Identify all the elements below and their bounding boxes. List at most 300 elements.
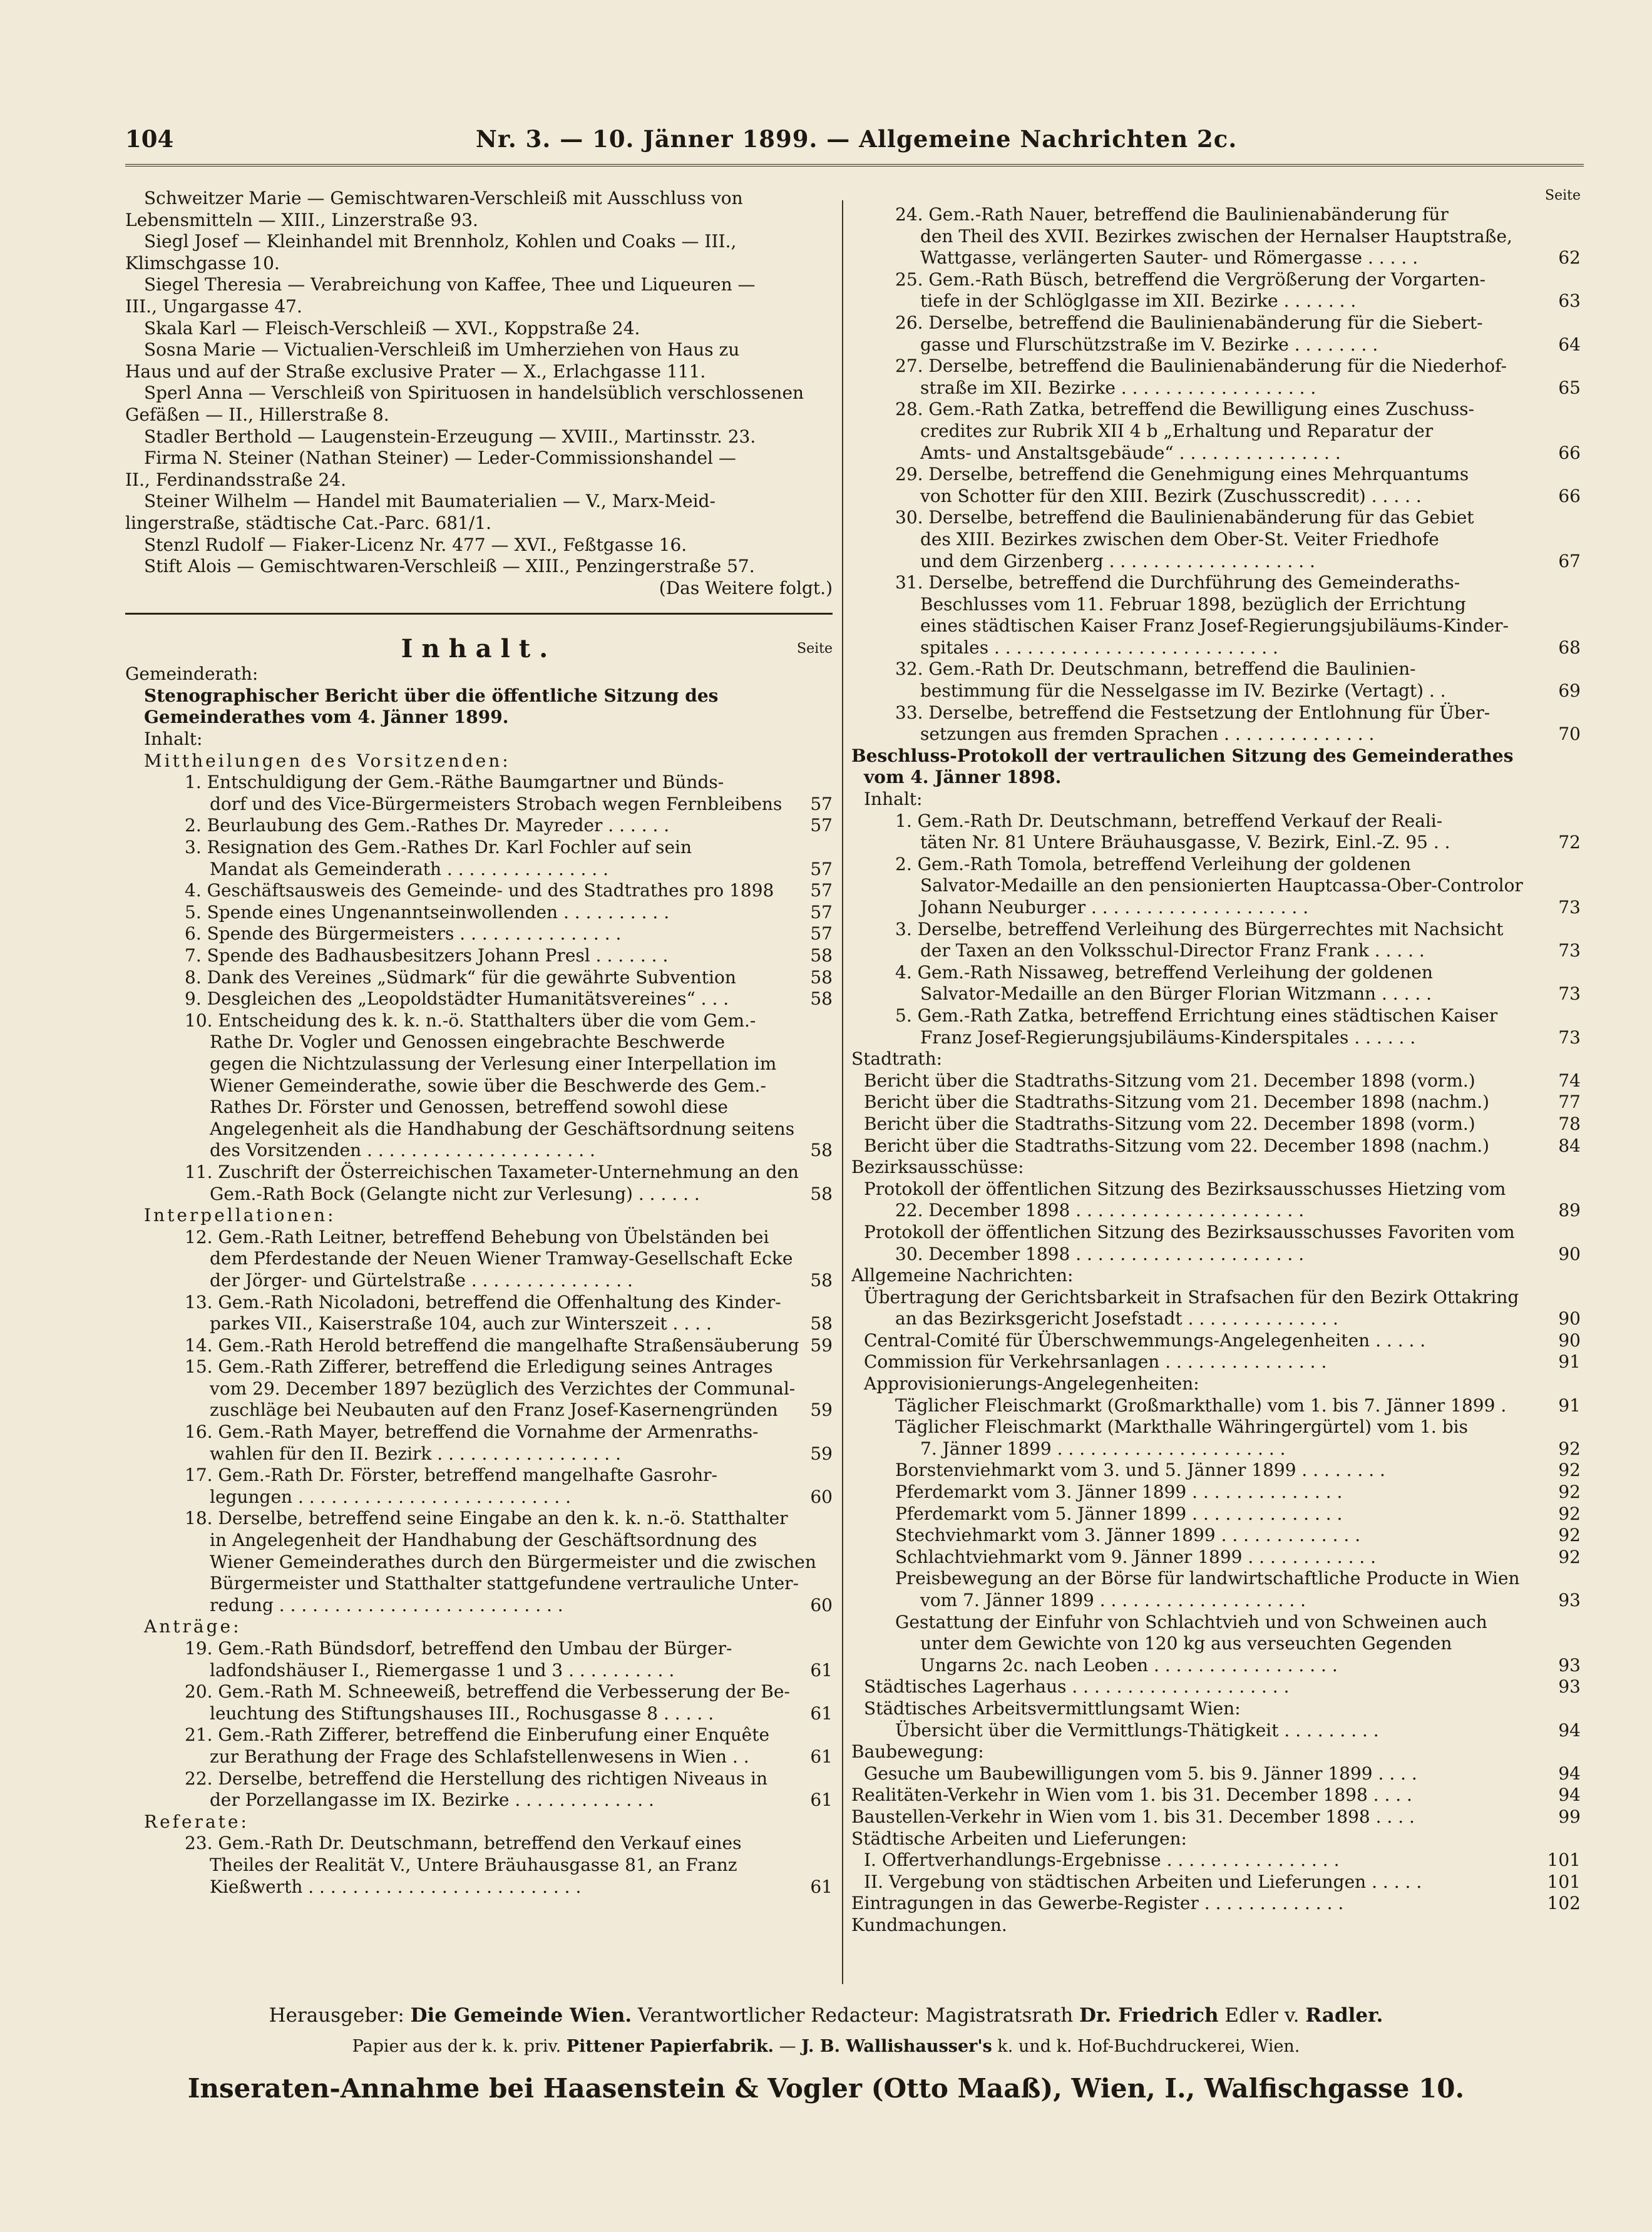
text-line bbox=[851, 1460, 1581, 1482]
page-ref: 59 bbox=[806, 1335, 833, 1357]
page-ref: 57 bbox=[806, 859, 833, 881]
line-text: Referate: bbox=[144, 1811, 249, 1832]
line-text: 25. Gem.-Rath Büsch, betreffend die Vergrößerung der Vorgarten- bbox=[895, 269, 1486, 290]
line-text: II. Vergebung von städtischen Arbeiten und Lieferungen . . . . . bbox=[864, 1871, 1422, 1892]
page-ref: 57 bbox=[806, 880, 833, 902]
text-line bbox=[125, 1768, 833, 1790]
page-ref: 93 bbox=[1554, 1655, 1581, 1677]
line-text: 11. Zuschrift der Österreichischen Taxameter-Unternehmung an den bbox=[185, 1161, 799, 1182]
page-ref: 58 bbox=[806, 988, 833, 1010]
text-line bbox=[851, 962, 1581, 984]
text-line bbox=[125, 1660, 833, 1682]
line-text: 4. Gem.-Rath Nissaweg, betreffend Verleihung der goldenen bbox=[895, 961, 1433, 983]
line-text: redung . . . . . . . . . . . . . . . . . . . . . . . . . . bbox=[210, 1594, 563, 1615]
toc-right bbox=[851, 204, 1581, 1937]
text-line bbox=[851, 1482, 1581, 1503]
text-line bbox=[125, 1789, 833, 1811]
line-text: Preisbewegung an der Börse für landwirtschaftliche Producte in Wien bbox=[895, 1568, 1520, 1589]
line-text: Stift Alois — Gemischtwaren-Verschleiß — XIII., Penzingerstraße 57. bbox=[144, 556, 755, 577]
page-ref: 93 bbox=[1554, 1590, 1581, 1612]
text-line bbox=[125, 1356, 833, 1378]
text-line bbox=[125, 815, 833, 837]
printer-name: J. B. Wallishausser's bbox=[801, 2037, 992, 2056]
publisher-name: Die Gemeinde Wien. bbox=[410, 2004, 632, 2027]
text-line bbox=[851, 745, 1581, 767]
text-line bbox=[125, 339, 833, 361]
line-text: ladfondshäuser I., Riemergasse 1 und 3 . . . . . . . . . . bbox=[210, 1659, 675, 1681]
text-line bbox=[125, 404, 833, 426]
line-text: Stadtrath: bbox=[851, 1048, 943, 1070]
text-line bbox=[851, 1633, 1581, 1655]
text-line bbox=[851, 875, 1581, 897]
text-line bbox=[125, 1313, 833, 1335]
line-text: Theiles der Realität V., Untere Bräuhausgasse 81, an Franz bbox=[210, 1854, 737, 1875]
text-line bbox=[125, 1465, 833, 1487]
section-separator bbox=[125, 613, 833, 617]
text-line bbox=[125, 1746, 833, 1768]
text-line bbox=[125, 253, 833, 275]
text-line bbox=[851, 1655, 1581, 1677]
column-divider bbox=[842, 200, 843, 1984]
line-text: 14. Gem.-Rath Herold betreffend die mangelhafte Straßensäuberung bbox=[185, 1334, 799, 1356]
line-text: gegen die Nichtzulassung der Verlesung einer Interpellation im bbox=[210, 1053, 777, 1074]
line-text: 17. Gem.-Rath Dr. Förster, betreffend mangelhafte Gasrohr- bbox=[185, 1465, 717, 1486]
line-text: 31. Derselbe, betreffend die Durchführung des Gemeinderaths- bbox=[895, 572, 1460, 593]
line-text: Amts- und Anstaltsgebäude“ . . . . . . . . . . . . . . . bbox=[920, 442, 1341, 463]
line-text: lingerstraße, städtische Cat.-Parc. 681/1. bbox=[125, 512, 492, 533]
text-line bbox=[851, 1720, 1581, 1742]
line-text: 33. Derselbe, betreffend die Festsetzung der Entlohnung für Über- bbox=[895, 702, 1490, 723]
left-column bbox=[125, 188, 833, 1898]
line-text: 3. Derselbe, betreffend Verleihung des Bürgerrechtes mit Nachsicht bbox=[895, 918, 1504, 939]
page-ref: 92 bbox=[1554, 1482, 1581, 1503]
page-ref: 93 bbox=[1554, 1676, 1581, 1698]
page-ref: 92 bbox=[1554, 1525, 1581, 1547]
text-line bbox=[851, 1915, 1581, 1937]
advertising-notice: Inseraten-Annahme bei Haasenstein & Vogler (Otto Maaß), Wien, I., Walfischgasse 10. bbox=[187, 2073, 1465, 2104]
text-line bbox=[125, 1010, 833, 1032]
text-line bbox=[125, 1724, 833, 1746]
line-text: Firma N. Steiner (Nathan Steiner) — Leder-Commissionshandel — bbox=[144, 448, 736, 469]
text-line bbox=[125, 274, 833, 296]
line-text: Täglicher Fleischmarkt (Großmarkthalle) vom 1. bis 7. Jänner 1899 . bbox=[895, 1395, 1507, 1416]
text-line bbox=[851, 312, 1581, 334]
text-line bbox=[125, 1855, 833, 1876]
text-line bbox=[125, 1378, 833, 1400]
text-line bbox=[125, 188, 833, 210]
page-ref: 69 bbox=[1554, 680, 1581, 702]
text-line bbox=[851, 919, 1581, 941]
line-text: 7. Spende des Badhausbesitzers Johann Presl . . . . . . . bbox=[185, 945, 669, 966]
text-line bbox=[851, 1893, 1581, 1915]
editor-title: Edler v. bbox=[1218, 2004, 1306, 2027]
line-text: Baustellen-Verkehr in Wien vom 1. bis 31. December 1898 . . . . bbox=[851, 1806, 1415, 1827]
text-line bbox=[851, 443, 1581, 464]
text-line bbox=[125, 1119, 833, 1140]
line-text: I. Offertverhandlungs-Ergebnisse . . . . . . . . . . . . . . . . bbox=[864, 1850, 1340, 1871]
line-text: tiefe in der Schlöglgasse im XII. Bezirke . . . . . . . bbox=[920, 290, 1357, 312]
line-text: Beschlusses vom 11. Februar 1898, bezüglich der Errichtung bbox=[920, 593, 1466, 615]
page-ref: 58 bbox=[806, 1270, 833, 1292]
page-ref: 90 bbox=[1554, 1330, 1581, 1352]
line-text: an das Bezirksgericht Josefstadt . . . . . . . . . . . . . . bbox=[895, 1308, 1338, 1329]
page-ref: 58 bbox=[806, 967, 833, 989]
text-line bbox=[125, 1703, 833, 1725]
line-text: credites zur Rubrik XII 4 b „Erhaltung und Reparatur der bbox=[920, 420, 1434, 441]
running-title: Nr. 3. — 10. Jänner 1899. — Allgemeine Nachrichten 2c. bbox=[476, 125, 1238, 153]
text-line bbox=[851, 1113, 1581, 1135]
text-line bbox=[851, 658, 1581, 680]
line-text: Rathes Dr. Förster und Genossen, betreffend sowohl diese bbox=[210, 1097, 728, 1118]
line-text: Täglicher Fleischmarkt (Markthalle Währingergürtel) vom 1. bis bbox=[895, 1416, 1468, 1438]
line-text: 28. Gem.-Rath Zatka, betreffend die Bewilligung eines Zuschuss- bbox=[895, 399, 1475, 420]
line-text: Protokoll der öffentlichen Sitzung des Bezirksausschusses Hietzing vom bbox=[864, 1178, 1506, 1199]
line-text: 19. Gem.-Rath Bündsdorf, betreffend den Umbau der Bürger- bbox=[185, 1638, 732, 1659]
line-text: 8. Dank des Vereines „Südmark“ für die gewährte Subvention bbox=[185, 966, 736, 988]
page-number: 104 bbox=[125, 125, 174, 153]
line-text: 1. Gem.-Rath Dr. Deutschmann, betreffend Verkauf der Reali- bbox=[895, 810, 1443, 831]
text-line bbox=[851, 1092, 1581, 1113]
line-text: 12. Gem.-Rath Leitner, betreffend Behebung von Übelständen bei bbox=[185, 1226, 769, 1247]
text-line bbox=[851, 767, 1581, 789]
page-ref: 57 bbox=[806, 902, 833, 924]
page-ref: 70 bbox=[1554, 724, 1581, 745]
line-text: 7. Jänner 1899 . . . . . . . . . . . . . . . . . . . . . bbox=[920, 1438, 1286, 1459]
line-text: Schlachtviehmarkt vom 9. Jänner 1899 . . . . . . . . . . . . bbox=[895, 1546, 1377, 1567]
line-text: Klimschgasse 10. bbox=[125, 252, 280, 274]
text-line bbox=[125, 382, 833, 404]
line-text: 6. Spende des Bürgermeisters . . . . . . . . . . . . . . . bbox=[185, 923, 622, 945]
text-line bbox=[851, 615, 1581, 637]
text-line bbox=[125, 988, 833, 1010]
line-text: des Vorsitzenden . . . . . . . . . . . . . . . . . . . . . bbox=[210, 1140, 595, 1161]
line-text: Gestattung der Einfuhr von Schlachtvieh und von Schweinen auch bbox=[895, 1611, 1487, 1632]
line-text: Gemeinderathes vom 4. Jänner 1899. bbox=[144, 707, 509, 728]
page-ref: 84 bbox=[1554, 1135, 1581, 1157]
line-text: und dem Girzenberg . . . . . . . . . . . . . . . . . . . bbox=[920, 550, 1315, 571]
text-line bbox=[125, 837, 833, 859]
page-ref: 90 bbox=[1554, 1308, 1581, 1330]
text-line bbox=[125, 880, 833, 902]
line-text: III., Ungargasse 47. bbox=[125, 295, 302, 317]
page-ref: 99 bbox=[1554, 1806, 1581, 1828]
line-text: täten Nr. 81 Untere Bräuhausgasse, V. Bezirk, Einl.-Z. 95 . . bbox=[920, 832, 1450, 853]
text-line bbox=[851, 1416, 1581, 1438]
page-ref: 58 bbox=[806, 1313, 833, 1335]
text-line bbox=[851, 1698, 1581, 1720]
page-ref: 59 bbox=[806, 1400, 833, 1421]
text-line bbox=[851, 572, 1581, 594]
text-line bbox=[125, 1616, 833, 1638]
text-line bbox=[851, 680, 1581, 702]
text-line bbox=[851, 1373, 1581, 1395]
page-ref: 61 bbox=[806, 1876, 833, 1898]
text-line bbox=[125, 707, 833, 729]
text-line bbox=[851, 832, 1581, 854]
line-text: Siegl Josef — Kleinhandel mit Brennholz, Kohlen und Coaks — III., bbox=[144, 231, 737, 252]
text-line bbox=[125, 426, 833, 448]
line-text: Skala Karl — Fleisch-Verschleiß — XVI., Koppstraße 24. bbox=[144, 317, 640, 339]
page-ref: 58 bbox=[806, 945, 833, 967]
line-text: Anträge: bbox=[144, 1616, 242, 1637]
page-ref: 68 bbox=[1554, 637, 1581, 659]
line-text: 16. Gem.-Rath Mayer, betreffend die Vornahme der Armenraths- bbox=[185, 1421, 759, 1443]
line-text: Protokoll der öffentlichen Sitzung des Bezirksausschusses Favoriten vom bbox=[864, 1221, 1515, 1242]
line-text: spitales . . . . . . . . . . . . . . . . . . . . . . . . . . bbox=[920, 637, 1278, 658]
line-text: 20. Gem.-Rath M. Schneeweiß, betreffend die Verbesserung der Be- bbox=[185, 1681, 790, 1702]
page-ref: 66 bbox=[1554, 443, 1581, 464]
line-text: 24. Gem.-Rath Nauer, betreffend die Baulinienabänderung für bbox=[895, 204, 1449, 225]
text-line bbox=[125, 1097, 833, 1119]
text-line bbox=[125, 1184, 833, 1206]
text-line bbox=[125, 750, 833, 772]
text-line bbox=[851, 486, 1581, 508]
line-text: leuchtung des Stiftungshauses III., Rochusgasse 8 . . . . . bbox=[210, 1702, 714, 1724]
page-ref: 91 bbox=[1554, 1351, 1581, 1373]
right-column bbox=[851, 188, 1581, 1937]
page-ref: 62 bbox=[1554, 247, 1581, 269]
line-text: Wiener Gemeinderathes durch den Bürgermeister und die zwischen bbox=[210, 1551, 816, 1572]
paper-label: Papier aus der k. k. priv. bbox=[352, 2037, 567, 2056]
line-text: den Theil des XVII. Bezirkes zwischen der Hernalser Hauptstraße, bbox=[920, 225, 1512, 247]
line-text: Inhalt: bbox=[864, 789, 923, 810]
text-line bbox=[851, 1070, 1581, 1092]
editor-firstname: Dr. Friedrich bbox=[1079, 2004, 1219, 2027]
page-ref: 61 bbox=[806, 1660, 833, 1682]
text-line bbox=[125, 1075, 833, 1097]
page-ref: 73 bbox=[1554, 940, 1581, 962]
line-text: Interpellationen: bbox=[144, 1205, 336, 1226]
line-text: Central-Comité für Überschwemmungs-Angelegenheiten . . . . . bbox=[864, 1329, 1426, 1351]
text-line bbox=[125, 1205, 833, 1227]
line-text: Übersicht über die Vermittlungs-Thätigkeit . . . . . . . . . bbox=[895, 1719, 1379, 1741]
toc-left bbox=[125, 663, 833, 1898]
line-text: 1. Entschuldigung der Gem.-Räthe Baumgartner und Bünds- bbox=[185, 772, 724, 793]
text-line bbox=[125, 1530, 833, 1552]
page-ref: 78 bbox=[1554, 1113, 1581, 1135]
text-line bbox=[125, 1811, 833, 1833]
line-text: 21. Gem.-Rath Zifferer, betreffend die Einberufung einer Enquête bbox=[185, 1724, 770, 1746]
imprint-publisher bbox=[0, 2000, 1652, 2031]
page-ref: 61 bbox=[806, 1703, 833, 1725]
text-line bbox=[125, 1270, 833, 1292]
text-line bbox=[125, 491, 833, 513]
text-line bbox=[851, 811, 1581, 832]
page-ref: 102 bbox=[1544, 1893, 1581, 1915]
text-line bbox=[125, 1032, 833, 1053]
line-text: Bericht über die Stadtraths-Sitzung vom 21. December 1898 (nachm.) bbox=[864, 1092, 1490, 1113]
text-line bbox=[851, 356, 1581, 377]
text-line bbox=[125, 859, 833, 881]
line-text: Mittheilungen des Vorsitzenden: bbox=[144, 750, 511, 771]
line-text: 3. Resignation des Gem.-Rathes Dr. Karl Fochler auf sein bbox=[185, 837, 692, 858]
text-line bbox=[851, 1741, 1581, 1763]
text-line bbox=[851, 1027, 1581, 1049]
line-text: 4. Geschäftsausweis des Gemeinde- und des Stadtrathes pro 1898 bbox=[185, 880, 774, 901]
text-line bbox=[125, 794, 833, 816]
page-ref: 57 bbox=[806, 815, 833, 837]
line-text: parkes VII., Kaiserstraße 104, auch zur Winterszeit . . . . bbox=[210, 1313, 712, 1334]
text-line bbox=[851, 789, 1581, 811]
text-line bbox=[851, 637, 1581, 659]
text-line bbox=[125, 1335, 833, 1357]
line-text: der Taxen an den Volksschul-Director Franz Frank . . . . . bbox=[920, 940, 1425, 961]
text-line bbox=[851, 1135, 1581, 1157]
text-line bbox=[851, 1351, 1581, 1373]
line-text: Schweitzer Marie — Gemischtwaren-Verschleiß mit Ausschluss von bbox=[144, 188, 743, 208]
line-text: 18. Derselbe, betreffend seine Eingabe an den k. k. n.-ö. Statthalter bbox=[185, 1508, 788, 1529]
text-line bbox=[125, 1248, 833, 1270]
line-text: Stenographischer Bericht über die öffentliche Sitzung des bbox=[144, 685, 719, 706]
page-ref: 73 bbox=[1554, 983, 1581, 1005]
text-line bbox=[851, 551, 1581, 573]
text-line bbox=[125, 1292, 833, 1314]
text-line bbox=[125, 318, 833, 340]
text-line bbox=[851, 897, 1581, 919]
line-text: Mandat als Gemeinderath . . . . . . . . . . . . . . . bbox=[210, 858, 608, 879]
text-line bbox=[125, 1162, 833, 1184]
line-text: Stenzl Rudolf — Fiaker-Licenz Nr. 477 — XVI., Feßtgasse 16. bbox=[144, 534, 687, 555]
text-line bbox=[125, 469, 833, 491]
line-text: wahlen für den II. Bezirk . . . . . . . . . . . . . . . . . bbox=[210, 1443, 622, 1464]
page-ref: 101 bbox=[1544, 1871, 1581, 1893]
line-text: des XIII. Bezirkes zwischen dem Ober-St. Veiter Friedhofe bbox=[920, 528, 1439, 550]
line-text: Stadler Berthold — Laugenstein-Erzeugung — XVIII., Martinsstr. 23. bbox=[144, 426, 756, 447]
text-line bbox=[851, 1308, 1581, 1330]
page-ref: 57 bbox=[806, 923, 833, 945]
line-text: 9. Desgleichen des „Leopoldstädter Humanitätsvereines“ . . . bbox=[185, 988, 729, 1010]
page-ref: 92 bbox=[1554, 1547, 1581, 1569]
text-line bbox=[851, 1850, 1581, 1871]
line-text: legungen . . . . . . . . . . . . . . . . . . . . . . . . . bbox=[210, 1486, 572, 1507]
line-text: 26. Derselbe, betreffend die Baulinienabänderung für die Siebert- bbox=[895, 312, 1483, 333]
text-line bbox=[851, 1871, 1581, 1893]
line-text: Bericht über die Stadtraths-Sitzung vom 21. December 1898 (vorm.) bbox=[864, 1070, 1475, 1091]
line-text: Lebensmitteln — XIII., Linzerstraße 93. bbox=[125, 209, 478, 230]
text-line bbox=[851, 1503, 1581, 1525]
line-text: Angelegenheit als die Handhabung der Geschäftsordnung seitens bbox=[210, 1118, 795, 1139]
publisher-label: Herausgeber: bbox=[269, 2004, 411, 2027]
line-text: dem Pferdestande der Neuen Wiener Tramway-Gesellschaft Ecke bbox=[210, 1248, 793, 1269]
text-line bbox=[851, 1265, 1581, 1287]
business-register-list bbox=[125, 188, 833, 599]
text-line bbox=[851, 1330, 1581, 1352]
line-text: Baubewegung: bbox=[851, 1741, 984, 1763]
text-line bbox=[125, 578, 833, 600]
line-text: Salvator-Medaille an den Bürger Florian Witzmann . . . . . bbox=[920, 983, 1432, 1005]
text-line bbox=[125, 1876, 833, 1898]
text-line bbox=[125, 1487, 833, 1508]
imprint-printer bbox=[0, 2031, 1652, 2062]
text-line bbox=[851, 421, 1581, 443]
line-text: Approvisionierungs-Angelegenheiten: bbox=[864, 1373, 1199, 1395]
line-text: Allgemeine Nachrichten: bbox=[851, 1265, 1074, 1286]
line-text: Pferdemarkt vom 5. Jänner 1899 . . . . . . . . . . . . . . bbox=[895, 1503, 1343, 1524]
page-ref: 63 bbox=[1554, 290, 1581, 312]
page-ref: 72 bbox=[1554, 832, 1581, 854]
page-ref: 94 bbox=[1554, 1720, 1581, 1742]
printer-suffix: k. und k. Hof-Buchdruckerei, Wien. bbox=[992, 2037, 1300, 2056]
page-header bbox=[125, 125, 1584, 156]
text-line bbox=[851, 1525, 1581, 1547]
line-text: 23. Gem.-Rath Dr. Deutschmann, betreffend den Verkauf eines bbox=[185, 1833, 742, 1854]
text-line bbox=[851, 399, 1581, 421]
text-line bbox=[851, 1828, 1581, 1850]
text-line bbox=[851, 269, 1581, 291]
text-line bbox=[851, 226, 1581, 248]
page-ref: 64 bbox=[1554, 334, 1581, 356]
page-ref: 67 bbox=[1554, 551, 1581, 573]
text-line bbox=[125, 448, 833, 469]
line-text: zur Berathung der Frage des Schlafstellenwesens in Wien . . bbox=[210, 1746, 749, 1767]
text-line bbox=[125, 231, 833, 253]
line-text: Realitäten-Verkehr in Wien vom 1. bis 31. December 1898 . . . . bbox=[851, 1784, 1412, 1806]
page-ref: 90 bbox=[1554, 1244, 1581, 1266]
line-text: Commission für Verkehrsanlagen . . . . . . . . . . . . . . . bbox=[864, 1351, 1327, 1373]
dash: — bbox=[774, 2037, 802, 2056]
text-line bbox=[125, 945, 833, 967]
inhalt-title: Inhalt. bbox=[401, 634, 557, 664]
line-text: 30. Derselbe, betreffend die Baulinienabänderung für das Gebiet bbox=[895, 507, 1474, 528]
editor-label: Verantwortlicher Redacteur: Magistratsrath bbox=[632, 2004, 1080, 2027]
text-line bbox=[851, 1547, 1581, 1569]
page-ref: 59 bbox=[806, 1443, 833, 1465]
text-line bbox=[851, 377, 1581, 399]
line-text: Pferdemarkt vom 3. Jänner 1899 . . . . . . . . . . . . . . bbox=[895, 1482, 1343, 1503]
text-line bbox=[125, 729, 833, 750]
text-line bbox=[851, 1568, 1581, 1590]
text-line bbox=[125, 210, 833, 232]
text-line bbox=[851, 983, 1581, 1005]
text-line bbox=[851, 702, 1581, 724]
page-ref: 61 bbox=[806, 1746, 833, 1768]
page-ref: 57 bbox=[806, 794, 833, 816]
page-ref: 73 bbox=[1554, 897, 1581, 919]
line-text: vom 4. Jänner 1898. bbox=[864, 767, 1062, 788]
inhalt-heading bbox=[125, 635, 833, 663]
text-line bbox=[125, 556, 833, 578]
line-text: Bericht über die Stadtraths-Sitzung vom 22. December 1898 (nachm.) bbox=[864, 1135, 1490, 1156]
line-text: Bericht über die Stadtraths-Sitzung vom 22. December 1898 (vorm.) bbox=[864, 1113, 1475, 1134]
line-text: der Jörger- und Gürtelstraße . . . . . . . . . . . . . . . bbox=[210, 1269, 633, 1291]
text-line bbox=[851, 940, 1581, 962]
text-line bbox=[851, 1395, 1581, 1417]
text-line bbox=[125, 1140, 833, 1162]
editor-surname: Radler. bbox=[1305, 2004, 1383, 2027]
line-text: 29. Derselbe, betreffend die Genehmigung eines Mehrquantums bbox=[895, 464, 1469, 485]
line-text: bestimmung für die Nesselgasse im IV. Bezirke (Vertagt) . . bbox=[920, 680, 1446, 702]
line-text: Kießwerth . . . . . . . . . . . . . . . . . . . . . . . . . bbox=[210, 1876, 582, 1897]
text-line bbox=[851, 1048, 1581, 1070]
line-text: Stechviehmarkt vom 3. Jänner 1899 . . . . . . . . . . . . . bbox=[895, 1525, 1361, 1546]
line-text: Salvator-Medaille an den pensionierten Hauptcassa-Ober-Controlor bbox=[920, 875, 1523, 896]
text-line bbox=[851, 1222, 1581, 1244]
line-text: Städtisches Arbeitsvermittlungsamt Wien: bbox=[864, 1697, 1241, 1719]
page-ref: 66 bbox=[1554, 486, 1581, 508]
text-line bbox=[851, 1200, 1581, 1222]
line-text: Siegel Theresia — Verabreichung von Kaffee, Thee und Liqueuren — bbox=[144, 274, 756, 295]
line-text: Gemeinderath: bbox=[125, 663, 259, 685]
line-text: II., Ferdinandsstraße 24. bbox=[125, 469, 347, 490]
text-line bbox=[851, 464, 1581, 486]
page-ref: 94 bbox=[1554, 1784, 1581, 1806]
line-text: gasse und Flurschützstraße im V. Bezirke . . . . . . . . bbox=[920, 334, 1378, 355]
line-text: in Angelegenheit der Handhabung der Geschäftsordnung des bbox=[210, 1530, 757, 1551]
line-text: Eintragungen in das Gewerbe-Register . . . . . . . . . . . . . bbox=[851, 1893, 1344, 1914]
page-ref: 101 bbox=[1544, 1850, 1581, 1871]
text-line bbox=[125, 1595, 833, 1617]
page-ref: 65 bbox=[1554, 377, 1581, 399]
